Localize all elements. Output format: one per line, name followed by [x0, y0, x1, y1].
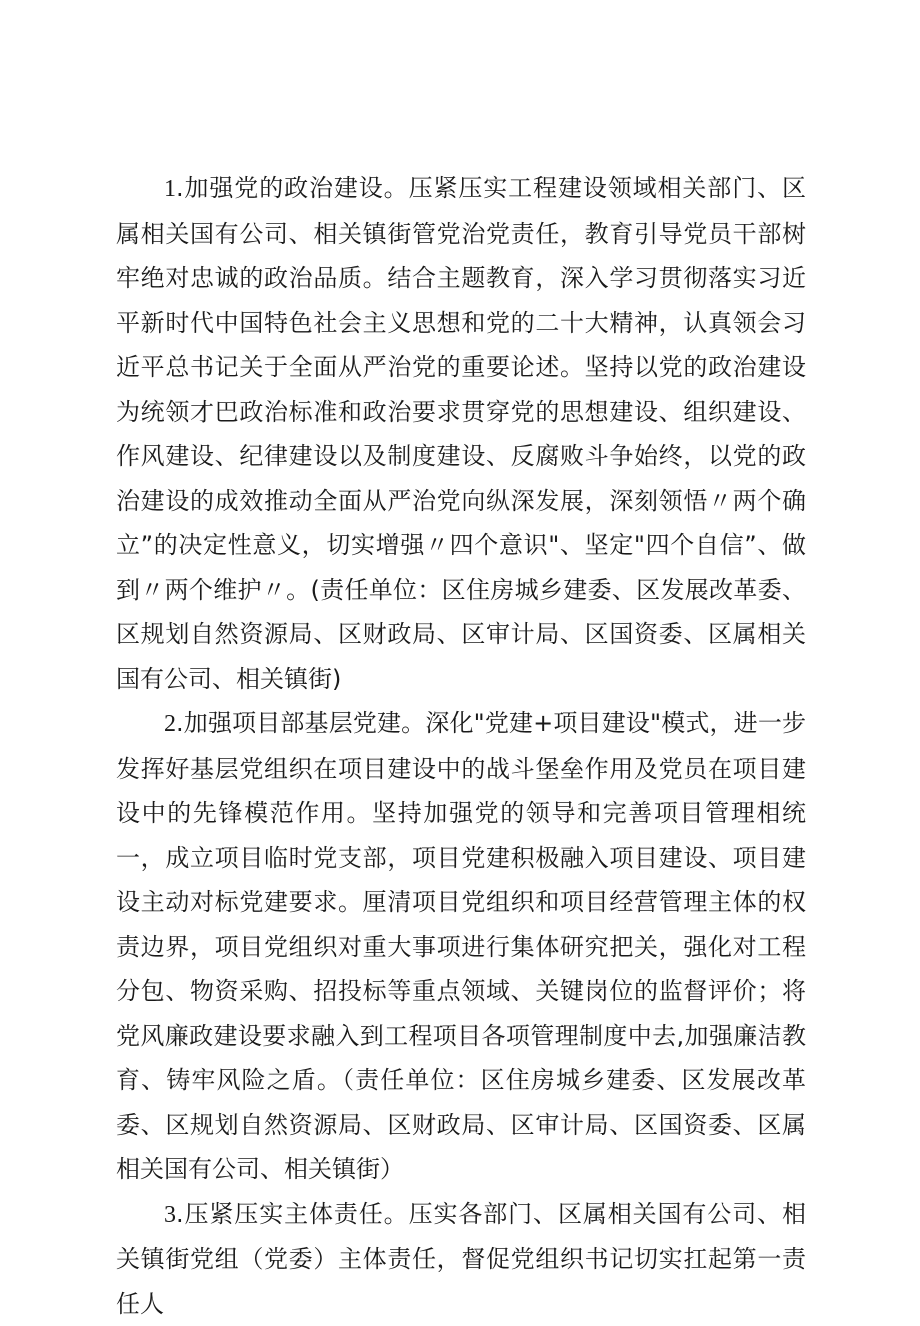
- paragraph-3-number: 3: [164, 1202, 176, 1228]
- paragraph-2-number: 2: [164, 711, 176, 737]
- paragraph-1: [116, 166, 806, 701]
- paragraph-2-text: .加强项目部基层党建。深化"党建+项目建设"模式，进一步发挥好基层党组织在项目建设中的战斗堡垒作用及党员在项目建设中的先锋模范作用。坚持加强党的领导和完善项目管理相统一，成立项目临时党支部，项目党建积极融入项目建设、项目建设主动对标党建要求。厘清项目党组织和项目经营管理主体的权责边界，项目党组织对重大事项进行集体研究把关，强化对工程分包、物资采购、招投标等重点领域、关键岗位的监督评价；将党风廉政建设要求融入到工程项目各项管理制度中去,加强廉洁教育、铸牢风险之盾。（责任单位：区住房城乡建委、区发展改革委、区规划自然资源局、区财政局、区审计局、区国资委、区属相关国有公司、相关镇街）: [116, 709, 806, 1183]
- paragraph-1-text: .加强党的政治建设。压紧压实工程建设领域相关部门、区属相关国有公司、相关镇街管党治党责任，教育引导党员干部树牢绝对忠诚的政治品质。结合主题教育，深入学习贯彻落实习近平新时代中国特色社会主义思想和党的二十大精神，认真领会习近平总书记关于全面从严治党的重要论述。坚持以党的政治建设为统领才巴政治标准和政治要求贯穿党的思想建设、组织建设、作风建设、纪律建设以及制度建设、反腐败斗争始终，以党的政治建设的成效推动全面从严治党向纵深发展，深刻领悟〃两个确立”的决定性意义，切实增强〃四个意识"、坚定"四个自信”、做到〃两个维护〃。(责任单位：区住房城乡建委、区发展改革委、区规划自然资源局、区财政局、区审计局、区国资委、区属相关国有公司、相关镇街): [116, 174, 806, 693]
- paragraph-3-text: .压紧压实主体责任。压实各部门、区属相关国有公司、相关镇街党组（党委）主体责任，督促党组织书记切实扛起第一责任人: [116, 1200, 806, 1318]
- paragraph-3: [116, 1192, 806, 1326]
- paragraph-2: [116, 701, 806, 1192]
- paragraph-1-number: 1: [164, 176, 176, 202]
- document-body: [116, 166, 806, 1326]
